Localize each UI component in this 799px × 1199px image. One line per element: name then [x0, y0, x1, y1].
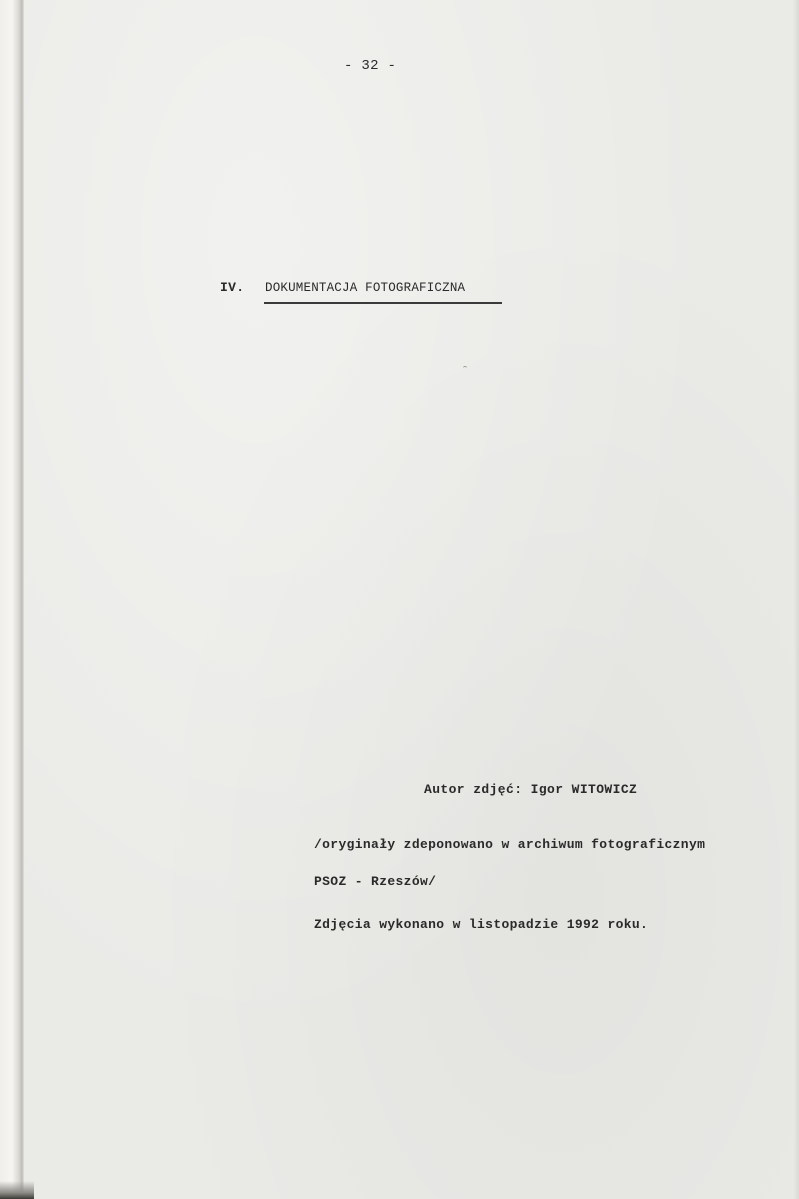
book-spine-edge	[0, 0, 24, 1199]
originals-note-line-2: PSOZ - Rzeszów/	[314, 874, 437, 889]
photo-author-line: Autor zdjęć: Igor WITOWICZ	[424, 782, 638, 797]
section-title-underline	[264, 302, 502, 304]
page-number: - 32 -	[344, 58, 397, 74]
photos-date-line: Zdjęcia wykonano w listopadzie 1992 roku.	[314, 917, 649, 932]
book-spine-shadow	[0, 1159, 34, 1199]
originals-note-line-1: /oryginały zdeponowano w archiwum fotograficznym	[314, 837, 706, 852]
section-numeral: IV.	[220, 280, 245, 295]
paper-sheet	[24, 0, 793, 1199]
paper-speck	[463, 366, 467, 370]
section-title: DOKUMENTACJA FOTOGRAFICZNA	[265, 281, 466, 295]
page-right-edge	[793, 0, 799, 1199]
